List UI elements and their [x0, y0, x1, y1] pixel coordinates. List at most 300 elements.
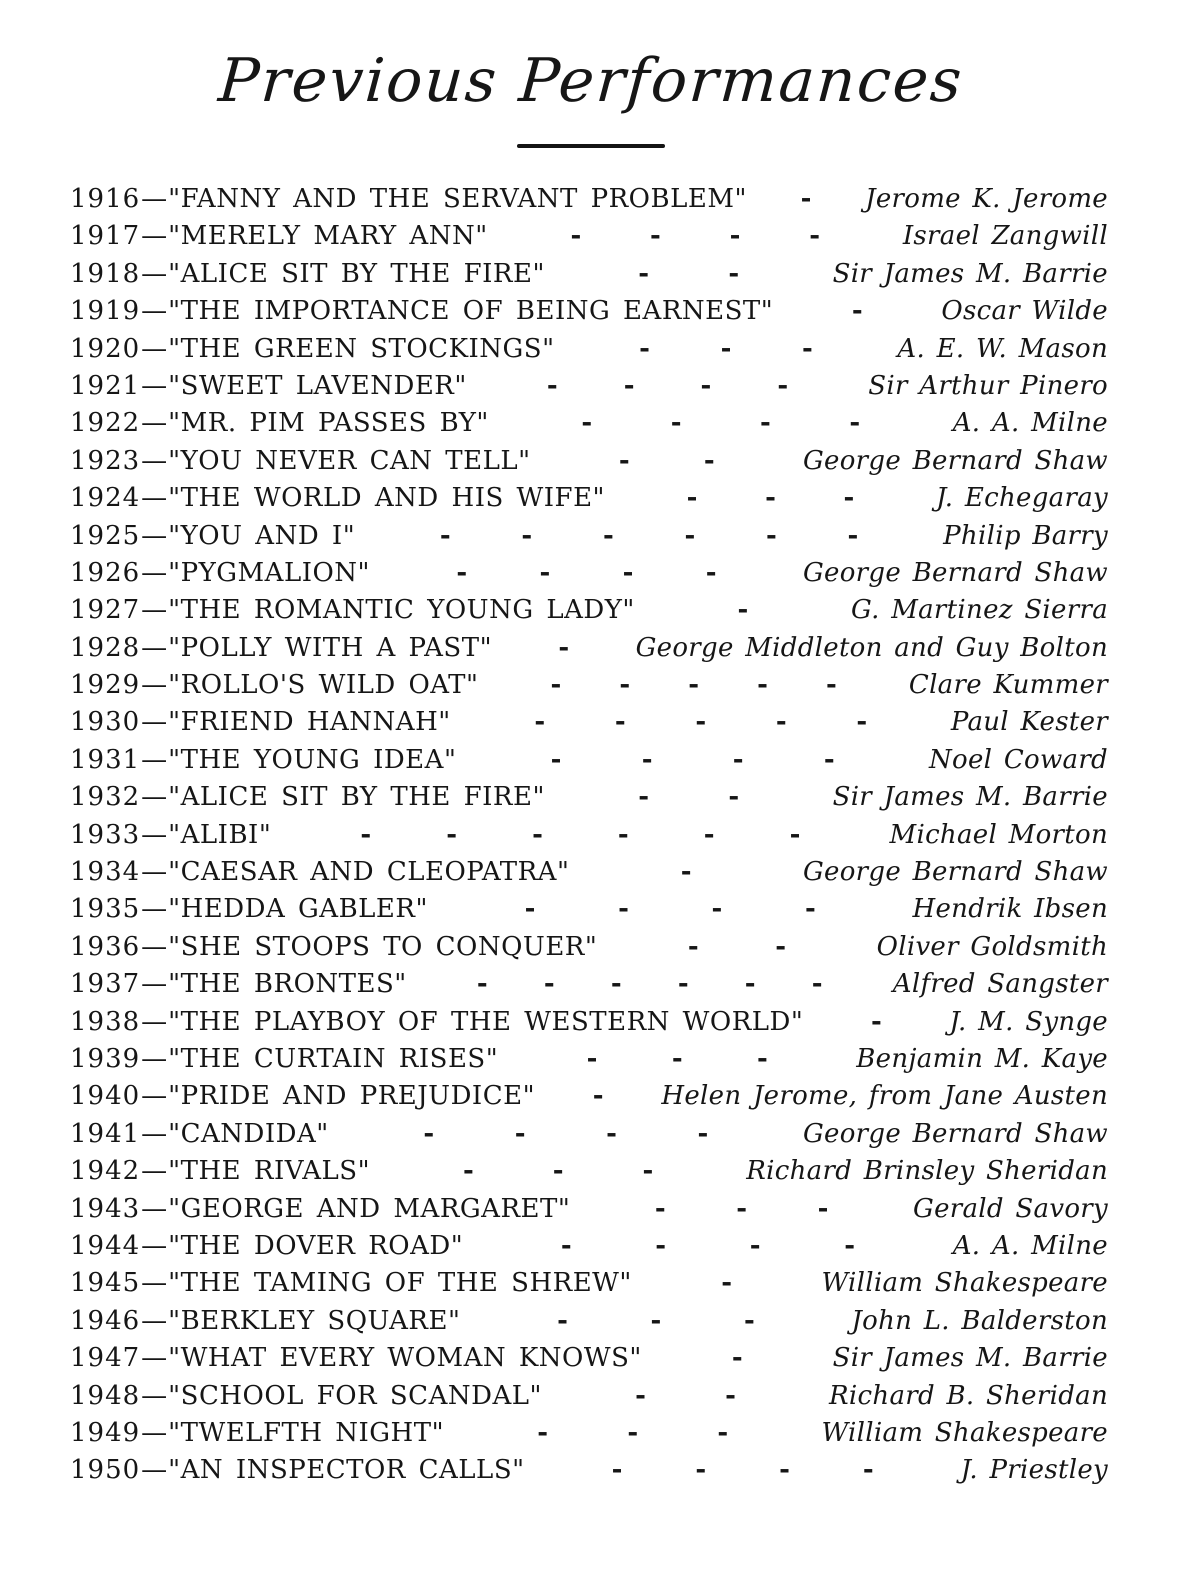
leader-dash: - — [703, 445, 715, 476]
performance-row — [70, 1044, 1108, 1081]
leader-dash: - — [524, 894, 536, 925]
leader-dashes — [370, 1156, 746, 1186]
leader-dash: - — [610, 969, 622, 1000]
leader-dash: - — [775, 707, 787, 738]
leader-dash: - — [789, 819, 801, 850]
leader-dash: - — [639, 333, 650, 364]
leader-dash: - — [728, 258, 740, 289]
year-title-separator: — — [141, 894, 168, 925]
performance-title: "SWEET LAVENDER" — [168, 370, 467, 401]
performance-author: Sir James M. Barrie — [832, 258, 1108, 289]
performance-row — [70, 408, 1108, 445]
leader-dashes — [451, 707, 951, 737]
performance-author: A. A. Milne — [952, 408, 1108, 439]
performance-title: "POLLY WITH A PAST" — [168, 632, 493, 663]
leader-dash: - — [439, 520, 451, 551]
leader-dash: - — [592, 1081, 604, 1112]
leader-dash: - — [602, 520, 614, 551]
leader-dash: - — [729, 221, 741, 252]
leader-dash: - — [686, 483, 698, 514]
leader-dash: - — [720, 333, 732, 364]
performance-author: William Shakespeare — [821, 1417, 1108, 1448]
leader-dash: - — [642, 1156, 654, 1187]
performance-title: "CAESAR AND CLEOPATRA" — [168, 857, 570, 888]
leader-dashes — [642, 1343, 833, 1373]
year-title-separator: — — [141, 184, 168, 214]
year-title-separator: — — [141, 1380, 168, 1411]
leader-dash: - — [732, 744, 744, 775]
leader-dash: - — [760, 408, 771, 439]
year-title-separator: — — [141, 1193, 168, 1224]
leader-dash: - — [677, 969, 689, 1000]
performance-year: 1941 — [70, 1118, 141, 1149]
performance-author: Jerome K. Jerome — [865, 184, 1108, 214]
leader-dash: - — [622, 557, 634, 588]
leader-dash: - — [825, 670, 837, 701]
performance-title: "THE WORLD AND HIS WIFE" — [168, 483, 606, 514]
leader-dash: - — [844, 1230, 855, 1261]
leader-dash: - — [650, 221, 661, 252]
performance-title: "PRIDE AND PREJUDICE" — [168, 1081, 536, 1112]
performance-year: 1946 — [70, 1305, 141, 1336]
performance-row — [70, 558, 1108, 595]
performance-row — [70, 184, 1108, 221]
leader-dash: - — [757, 1043, 768, 1074]
leader-dashes — [271, 820, 889, 850]
leader-dash: - — [618, 894, 629, 925]
performance-author: G. Martinez Sierra — [850, 595, 1108, 626]
performance-title: "THE TAMING OF THE SHREW" — [168, 1268, 632, 1299]
leader-dash: - — [847, 520, 859, 551]
performance-author: Noel Coward — [928, 744, 1108, 775]
performance-year: 1919 — [70, 296, 141, 327]
leader-dash: - — [775, 931, 787, 962]
leader-dashes — [545, 782, 833, 812]
leader-dashes — [531, 446, 803, 476]
year-title-separator: — — [141, 408, 168, 439]
leader-dash: - — [671, 1043, 683, 1074]
performance-title: "THE GREEN STOCKINGS" — [168, 333, 555, 364]
performance-row — [70, 782, 1108, 819]
performance-author: A. E. W. Mason — [897, 333, 1108, 364]
performance-author: Oscar Wilde — [941, 296, 1108, 327]
performance-author: Paul Kester — [950, 707, 1108, 738]
leader-dash: - — [725, 1380, 736, 1411]
leader-dash: - — [728, 782, 740, 813]
performance-title: "THE DOVER ROAD" — [168, 1230, 464, 1261]
performance-title: "THE ROMANTIC YOUNG LADY" — [168, 595, 635, 626]
program-page — [0, 46, 1182, 1588]
leader-dash: - — [638, 258, 650, 289]
leader-dashes — [407, 969, 893, 999]
leader-dash: - — [744, 969, 756, 1000]
performance-title: "AN INSPECTOR CALLS" — [168, 1455, 525, 1486]
leader-dash: - — [532, 819, 543, 850]
performance-title: "THE CURTAIN RISES" — [168, 1043, 499, 1074]
performance-author: Philip Barry — [943, 520, 1108, 551]
leader-dash: - — [619, 670, 631, 701]
leader-dash: - — [736, 1193, 748, 1224]
year-title-separator: — — [141, 1305, 168, 1336]
performance-author: William Shakespeare — [821, 1268, 1108, 1299]
leader-dash: - — [757, 670, 768, 701]
performance-year: 1930 — [70, 707, 141, 738]
performance-list — [0, 184, 1182, 1493]
year-title-separator: — — [141, 258, 168, 289]
leader-dash: - — [695, 707, 707, 738]
performance-row — [70, 1381, 1108, 1418]
performance-row — [70, 221, 1108, 258]
leader-dash: - — [737, 595, 749, 626]
year-title-separator: — — [141, 1156, 168, 1187]
page-title: Previous Performances — [216, 46, 966, 116]
performance-author: A. A. Milne — [952, 1230, 1108, 1261]
title-divider — [517, 144, 665, 148]
leader-dash: - — [743, 1305, 755, 1336]
year-title-separator: — — [141, 819, 168, 850]
year-title-separator: — — [141, 632, 168, 663]
leader-dash: - — [809, 221, 820, 252]
leader-dash: - — [703, 819, 715, 850]
performance-title: "SCHOOL FOR SCANDAL" — [168, 1380, 542, 1411]
leader-dash: - — [560, 1230, 572, 1261]
leader-dash: - — [586, 1043, 598, 1074]
performance-row — [70, 1343, 1108, 1380]
year-title-separator: — — [141, 707, 168, 738]
leader-dashes — [329, 1119, 803, 1149]
performance-author: J. M. Synge — [949, 1006, 1108, 1037]
leader-dash: - — [655, 1230, 667, 1261]
performance-title: "CANDIDA" — [168, 1118, 329, 1149]
leader-dash: - — [765, 483, 776, 514]
leader-dash: - — [695, 1455, 707, 1486]
performance-title: "TWELFTH NIGHT" — [168, 1417, 445, 1448]
performance-row — [70, 1119, 1108, 1156]
performance-author: Israel Zangwill — [902, 221, 1108, 252]
leader-dash: - — [851, 296, 863, 327]
leader-dash: - — [804, 894, 816, 925]
performance-title: "THE YOUNG IDEA" — [168, 744, 457, 775]
leader-dash: - — [823, 744, 835, 775]
leader-dashes — [803, 1007, 949, 1037]
leader-dashes — [597, 932, 876, 962]
performance-title: "ALICE SIT BY THE FIRE" — [168, 782, 545, 813]
leader-dash: - — [550, 744, 562, 775]
leader-dash: - — [463, 1156, 474, 1187]
leader-dash: - — [766, 520, 777, 551]
year-title-separator: — — [141, 595, 168, 626]
performance-row — [70, 670, 1108, 707]
leader-dash: - — [638, 782, 650, 813]
performance-year: 1936 — [70, 931, 141, 962]
leader-dashes — [498, 1044, 856, 1074]
performance-title: "ALIBI" — [168, 819, 272, 850]
year-title-separator: — — [141, 445, 168, 476]
performance-row — [70, 259, 1108, 296]
performance-year: 1922 — [70, 408, 141, 439]
performance-year: 1924 — [70, 483, 141, 514]
leader-dash: - — [552, 1156, 564, 1187]
performance-row — [70, 521, 1108, 558]
performance-title: "WHAT EVERY WOMAN KNOWS" — [168, 1343, 642, 1374]
leader-dash: - — [650, 1305, 662, 1336]
performance-title: "BERKLEY SQUARE" — [168, 1305, 461, 1336]
leader-dash: - — [684, 520, 696, 551]
year-title-separator: — — [141, 744, 168, 775]
performance-author: Michael Morton — [889, 819, 1108, 850]
leader-dash: - — [617, 819, 629, 850]
performance-title: "ROLLO'S WILD OAT" — [168, 670, 479, 701]
leader-dash: - — [811, 969, 823, 1000]
year-title-separator: — — [141, 557, 168, 588]
leader-dash: - — [514, 1118, 526, 1149]
performance-author: Richard Brinsley Sheridan — [746, 1156, 1108, 1187]
year-title-separator: — — [141, 1455, 168, 1486]
performance-row — [70, 1007, 1108, 1044]
leader-dash: - — [779, 1455, 790, 1486]
performance-year: 1950 — [70, 1455, 141, 1486]
performance-year: 1927 — [70, 595, 141, 626]
leader-dashes — [370, 558, 803, 588]
leader-dash: - — [534, 707, 546, 738]
leader-dash: - — [623, 370, 635, 401]
performance-year: 1932 — [70, 782, 141, 813]
leader-dash: - — [870, 1006, 882, 1037]
year-title-separator: — — [141, 857, 168, 888]
performance-row — [70, 1156, 1108, 1193]
leader-dash: - — [801, 333, 813, 364]
performance-row — [70, 745, 1108, 782]
performance-title: "FANNY AND THE SERVANT PROBLEM" — [168, 184, 747, 214]
performance-year: 1928 — [70, 632, 141, 663]
leader-dash: - — [521, 520, 533, 551]
performance-row — [70, 1418, 1108, 1455]
performance-title: "GEORGE AND MARGARET" — [168, 1193, 571, 1224]
leader-dashes — [478, 670, 908, 700]
leader-dashes — [605, 483, 936, 513]
performance-year: 1916 — [70, 184, 141, 214]
performance-author: Alfred Sangster — [892, 969, 1108, 1000]
leader-dash: - — [618, 445, 630, 476]
performance-row — [70, 857, 1108, 894]
leader-dash: - — [550, 670, 562, 701]
performance-author: Richard B. Sheridan — [829, 1380, 1108, 1411]
leader-dashes — [444, 1418, 821, 1448]
year-title-separator: — — [141, 670, 168, 701]
leader-dash: - — [705, 557, 717, 588]
performance-row — [70, 334, 1108, 371]
year-title-separator: — — [141, 296, 168, 327]
performance-author: Sir Arthur Pinero — [868, 370, 1108, 401]
year-title-separator: — — [141, 483, 168, 514]
year-title-separator: — — [141, 1118, 168, 1149]
performance-author: John L. Balderston — [851, 1305, 1108, 1336]
performance-row — [70, 1081, 1108, 1118]
leader-dash: - — [546, 370, 558, 401]
performance-year: 1931 — [70, 744, 141, 775]
leader-dashes — [456, 745, 929, 775]
leader-dash: - — [635, 1380, 646, 1411]
performance-year: 1920 — [70, 333, 141, 364]
year-title-separator: — — [141, 1230, 168, 1261]
leader-dash: - — [749, 1230, 761, 1261]
performance-year: 1923 — [70, 445, 141, 476]
performance-year: 1929 — [70, 670, 141, 701]
performance-year: 1939 — [70, 1043, 141, 1074]
performance-author: George Bernard Shaw — [802, 1118, 1108, 1149]
year-title-separator: — — [141, 333, 168, 364]
leader-dash: - — [817, 1193, 829, 1224]
performance-title: "SHE STOOPS TO CONQUER" — [168, 931, 598, 962]
leader-dashes — [555, 334, 898, 364]
leader-dash: - — [731, 1343, 743, 1374]
performance-title: "MERELY MARY ANN" — [168, 221, 488, 252]
leader-dash: - — [700, 370, 712, 401]
leader-dashes — [773, 296, 941, 326]
performance-row — [70, 1455, 1108, 1492]
leader-dash: - — [697, 1118, 709, 1149]
performance-author: Benjamin M. Kaye — [856, 1043, 1108, 1074]
leader-dashes — [632, 1268, 822, 1298]
performance-title: "THE RIVALS" — [168, 1156, 371, 1187]
leader-dash: - — [680, 857, 692, 888]
performance-author: George Bernard Shaw — [802, 557, 1108, 588]
leader-dashes — [467, 371, 868, 401]
performance-row — [70, 446, 1108, 483]
performance-year: 1949 — [70, 1417, 141, 1448]
performance-year: 1938 — [70, 1006, 141, 1037]
performance-row — [70, 483, 1108, 520]
performance-title: "ALICE SIT BY THE FIRE" — [168, 258, 545, 289]
leader-dash: - — [717, 1417, 729, 1448]
year-title-separator: — — [141, 969, 168, 1000]
leader-dash: - — [849, 408, 861, 439]
performance-author: J. Echegaray — [936, 483, 1108, 514]
year-title-separator: — — [141, 782, 168, 813]
performance-title: "FRIEND HANNAH" — [168, 707, 451, 738]
performance-row — [70, 932, 1108, 969]
performance-title: "THE BRONTES" — [168, 969, 407, 1000]
leader-dashes — [463, 1231, 953, 1261]
performance-year: 1935 — [70, 894, 141, 925]
performance-year: 1933 — [70, 819, 141, 850]
leader-dash: - — [800, 184, 812, 214]
performance-title: "THE PLAYBOY OF THE WESTERN WORLD" — [168, 1006, 804, 1037]
performance-row — [70, 1306, 1108, 1343]
leader-dashes — [428, 894, 913, 924]
leader-dash: - — [360, 819, 372, 850]
performance-row — [70, 894, 1108, 931]
leader-dashes — [570, 1194, 913, 1224]
year-title-separator: — — [141, 1417, 168, 1448]
performance-author: Gerald Savory — [913, 1193, 1108, 1224]
year-title-separator: — — [141, 1268, 168, 1299]
performance-author: George Bernard Shaw — [802, 857, 1108, 888]
leader-dash: - — [777, 370, 789, 401]
leader-dash: - — [539, 557, 551, 588]
leader-dashes — [488, 221, 903, 251]
performance-title: "YOU AND I" — [168, 520, 356, 551]
performance-row — [70, 820, 1108, 857]
performance-year: 1917 — [70, 221, 141, 252]
leader-dashes — [635, 595, 851, 625]
leader-dashes — [747, 184, 865, 214]
performance-year: 1926 — [70, 557, 141, 588]
leader-dash: - — [862, 1455, 874, 1486]
year-title-separator: — — [141, 931, 168, 962]
performance-author: Sir James M. Barrie — [832, 1343, 1108, 1374]
year-title-separator: — — [141, 1043, 168, 1074]
performance-title: "MR. PIM PASSES BY" — [168, 408, 489, 439]
leader-dashes — [460, 1306, 851, 1336]
performance-title: "THE IMPORTANCE OF BEING EARNEST" — [168, 296, 774, 327]
year-title-separator: — — [141, 1081, 168, 1112]
performance-author: Hendrik Ibsen — [912, 894, 1108, 925]
performance-author: J. Priestley — [960, 1455, 1108, 1486]
performance-row — [70, 371, 1108, 408]
leader-dash: - — [654, 1193, 666, 1224]
leader-dash: - — [627, 1417, 639, 1448]
leader-dashes — [542, 1381, 829, 1411]
leader-dash: - — [543, 969, 555, 1000]
leader-dash: - — [688, 670, 700, 701]
performance-author: Oliver Goldsmith — [876, 931, 1108, 962]
leader-dashes — [489, 408, 953, 438]
leader-dashes — [525, 1455, 961, 1485]
leader-dash: - — [476, 969, 488, 1000]
leader-dash: - — [570, 221, 582, 252]
leader-dash: - — [843, 483, 855, 514]
year-title-separator: — — [141, 370, 168, 401]
performance-year: 1937 — [70, 969, 141, 1000]
performance-year: 1943 — [70, 1193, 141, 1224]
leader-dash: - — [537, 1417, 549, 1448]
performance-row — [70, 707, 1108, 744]
leader-dash: - — [711, 894, 723, 925]
performance-title: "YOU NEVER CAN TELL" — [168, 445, 531, 476]
year-title-separator: — — [141, 1343, 168, 1374]
year-title-separator: — — [141, 1006, 168, 1037]
performance-year: 1934 — [70, 857, 141, 888]
performance-year: 1945 — [70, 1268, 141, 1299]
leader-dash: - — [721, 1268, 733, 1299]
leader-dash: - — [606, 1118, 617, 1149]
performance-year: 1947 — [70, 1343, 141, 1374]
performance-year: 1925 — [70, 520, 141, 551]
performance-author: Sir James M. Barrie — [832, 782, 1108, 813]
leader-dashes — [492, 633, 636, 663]
performance-title: "HEDDA GABLER" — [168, 894, 428, 925]
performance-author: Helen Jerome, from Jane Austen — [661, 1081, 1108, 1112]
leader-dash: - — [641, 744, 653, 775]
leader-dash: - — [557, 1305, 568, 1336]
performance-author: Clare Kummer — [908, 670, 1108, 701]
performance-row — [70, 969, 1108, 1006]
performance-row — [70, 1268, 1108, 1305]
performance-year: 1942 — [70, 1156, 141, 1187]
performance-year: 1921 — [70, 370, 141, 401]
performance-year: 1940 — [70, 1081, 141, 1112]
performance-author: George Bernard Shaw — [802, 445, 1108, 476]
leader-dash: - — [558, 632, 570, 663]
performance-row — [70, 1231, 1108, 1268]
leader-dashes — [545, 259, 833, 289]
leader-dash: - — [446, 819, 457, 850]
performance-year: 1918 — [70, 258, 141, 289]
leader-dash: - — [614, 707, 626, 738]
leader-dash: - — [581, 408, 593, 439]
leader-dash: - — [423, 1118, 435, 1149]
